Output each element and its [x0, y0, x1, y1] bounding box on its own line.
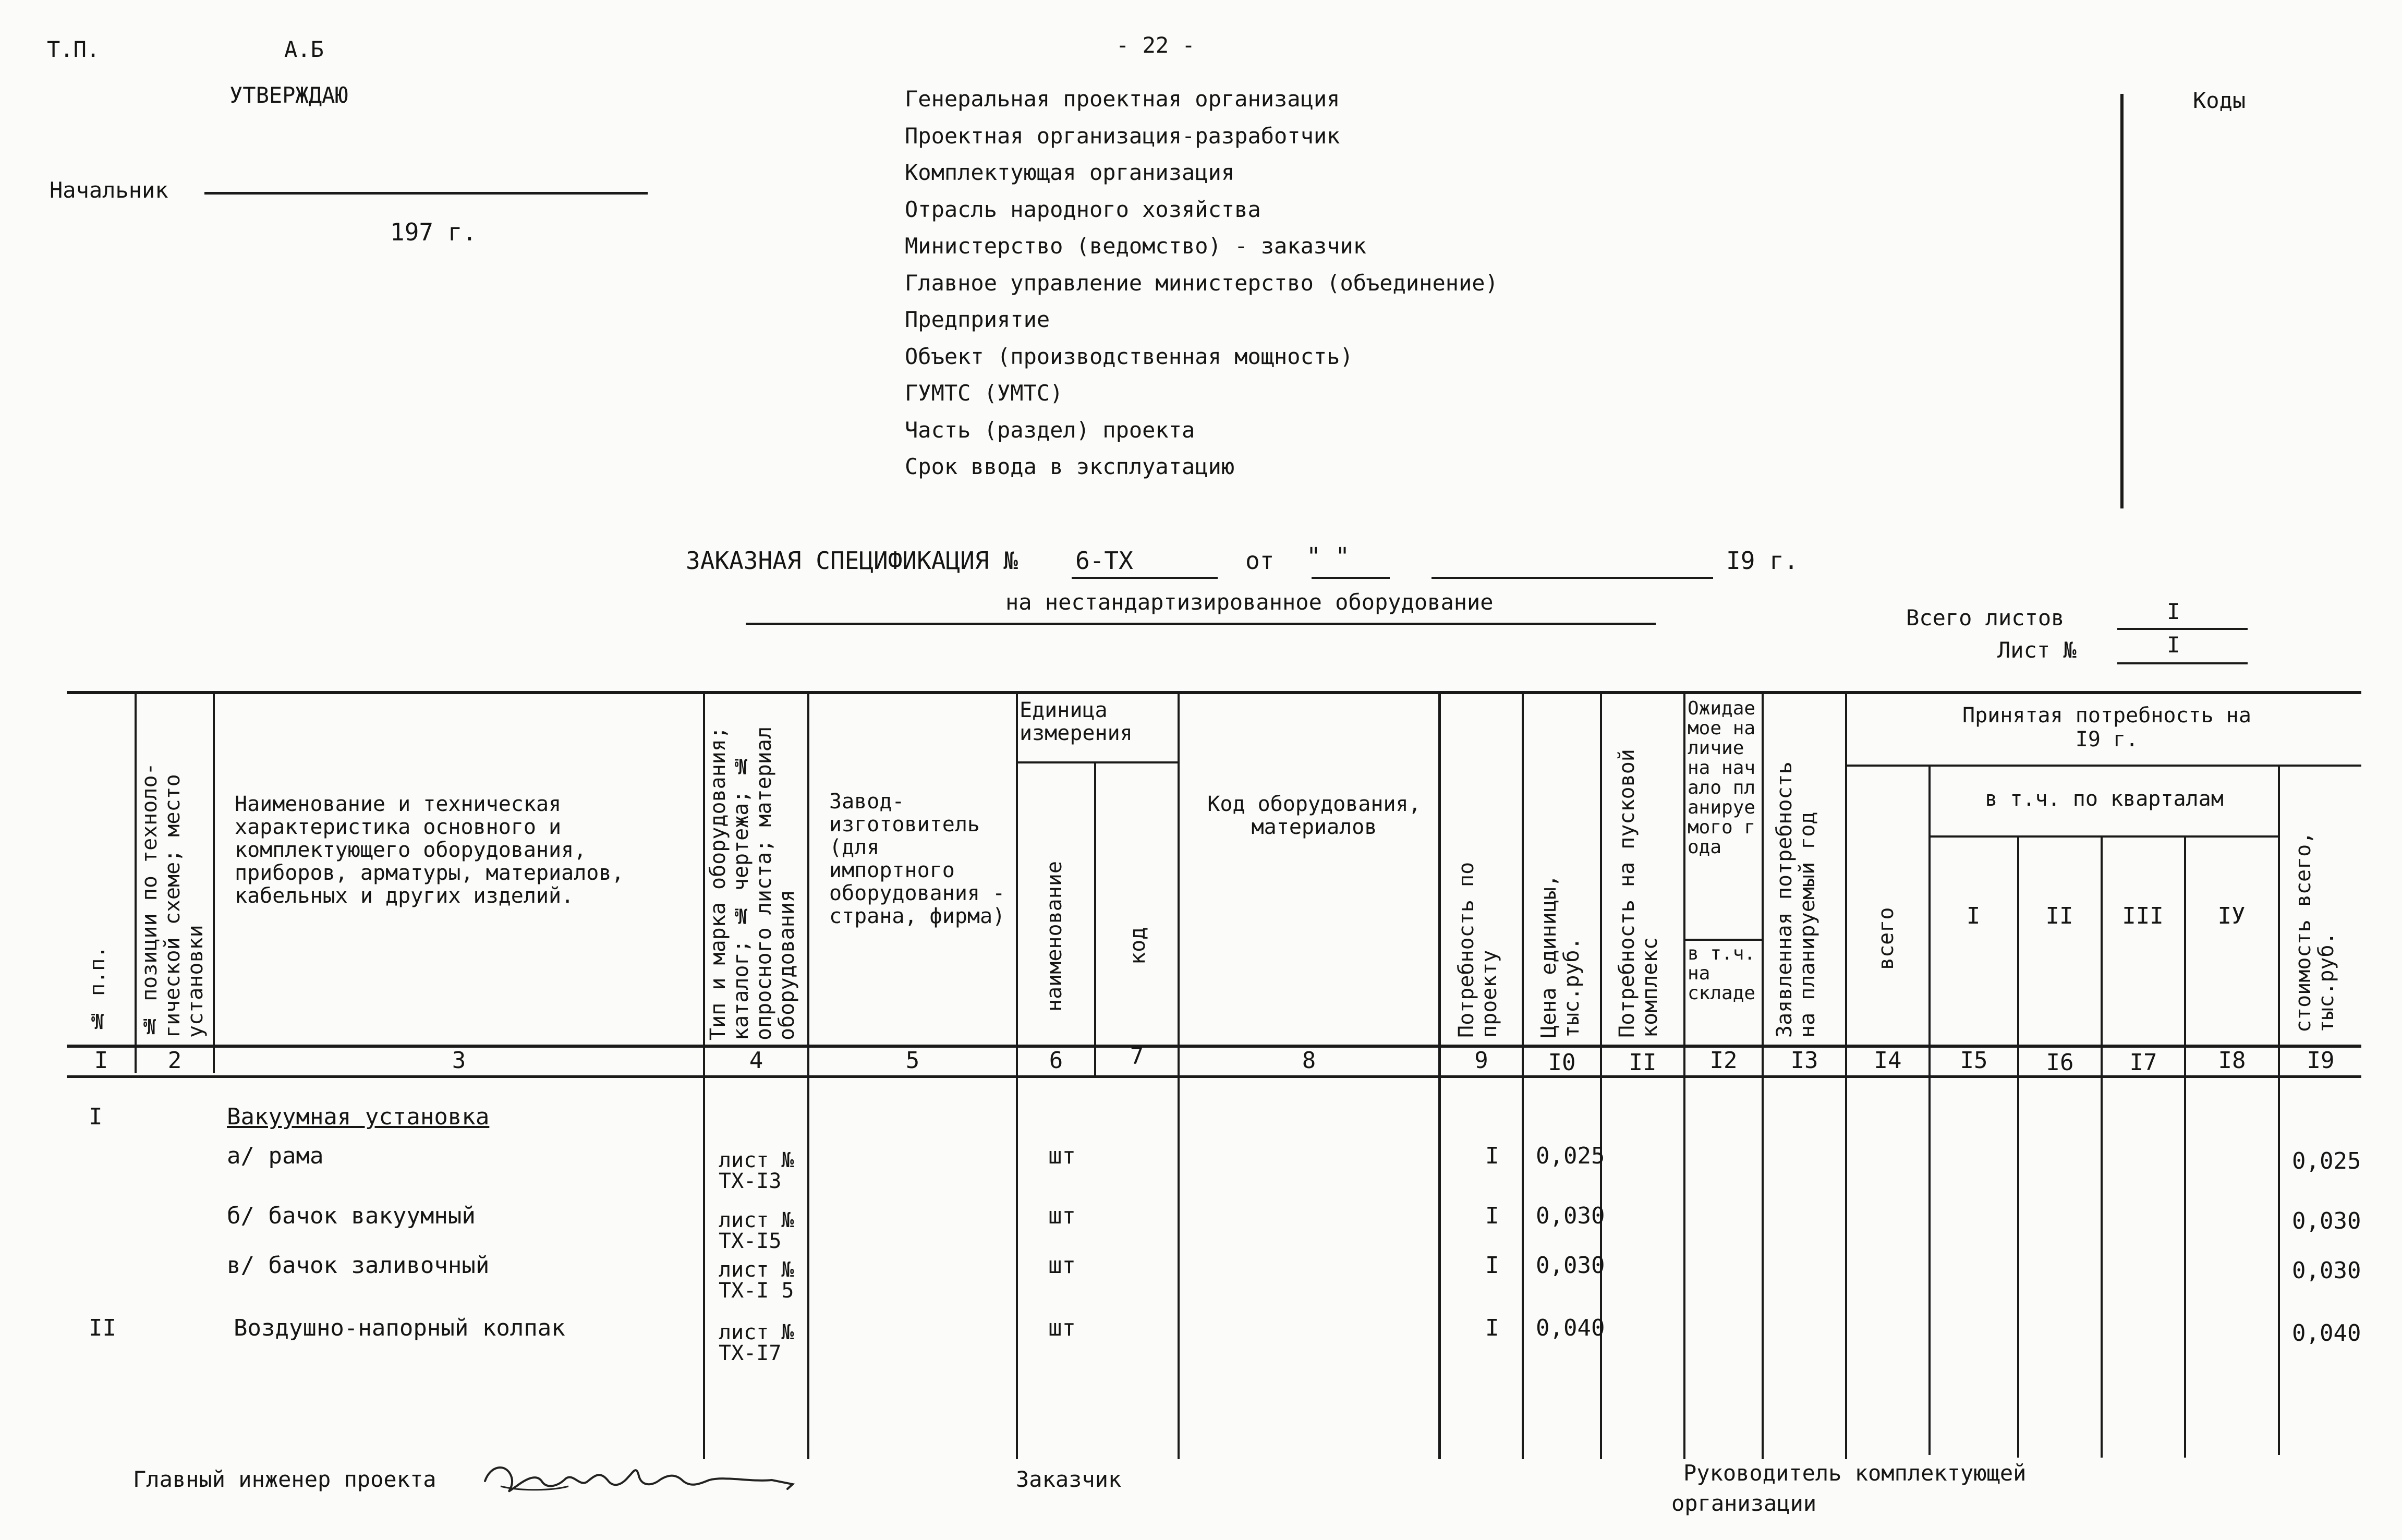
col-header-7: код [1126, 927, 1150, 965]
spec-number-underline [1072, 577, 1218, 579]
column-number: II [1629, 1049, 1657, 1076]
unit-group-header: Единица измерения [1020, 698, 1133, 745]
quarters-group-line [1928, 835, 2278, 838]
codes-divider [2120, 94, 2124, 508]
row-unit-price: 0,040 [1536, 1315, 1605, 1341]
accepted-group-line [1845, 765, 2361, 767]
org-field-label: Комплектующая организация [905, 160, 1235, 185]
corner-code-mid: А.Б [284, 37, 324, 62]
col-header-13: Заявленная потребность на планируемый год [1773, 761, 1819, 1038]
corner-code-left: Т.П. [47, 37, 100, 62]
col-header-3: Наименование и техническая характеристика основного и комплектующего оборудования, приборов, арматуры, материалов, кабельных и других изделий. [235, 792, 624, 908]
row-number: I [89, 1104, 103, 1130]
sheet-value: I [2167, 632, 2180, 658]
col-divider [807, 693, 809, 1459]
col-divider [1928, 767, 1931, 1455]
row-name: в/ бачок заливочный [227, 1252, 490, 1279]
row-total-cost: 0,025 [2292, 1148, 2361, 1174]
row-name: Вакуумная установка [227, 1104, 490, 1130]
chief-label: Начальник [50, 177, 168, 203]
org-field-label: ГУМТС (УМТС) [905, 380, 1063, 406]
accepted-group-header: Принятая потребность на [1962, 704, 2251, 727]
column-number: I [94, 1047, 108, 1074]
col-divider [1438, 693, 1441, 1459]
chief-engineer-signature [480, 1450, 824, 1507]
col-divider [1845, 693, 1847, 1459]
row-document: лист № ТХ-I7 [719, 1320, 794, 1365]
col-header-1: № п.п. [86, 945, 110, 1033]
col-header-2: № позиции по техноло-гической схеме; место установки [138, 762, 208, 1038]
col-header-6: наименование [1042, 861, 1066, 1012]
col-divider [213, 693, 215, 1073]
sheets-total-label: Всего листов [1906, 605, 2065, 630]
row-unit: шт [1048, 1203, 1076, 1229]
column-number: I8 [2218, 1047, 2246, 1074]
col-header-9: Потребность по проекту [1454, 862, 1501, 1038]
col-divider [2101, 837, 2103, 1458]
column-number: 5 [905, 1047, 920, 1074]
row-unit-price: 0,030 [1536, 1203, 1605, 1229]
row-total-cost: 0,030 [2292, 1257, 2361, 1284]
column-number: 3 [452, 1047, 466, 1074]
org-field-label: Предприятие [905, 307, 1050, 332]
row-name: а/ рама [227, 1143, 324, 1169]
column-number: 9 [1474, 1047, 1488, 1074]
chief-engineer-label: Главный инженер проекта [133, 1466, 436, 1492]
spec-day-underline [1312, 577, 1390, 579]
col-divider [1094, 762, 1096, 1075]
col-divider [1016, 693, 1018, 1459]
row-quantity: I [1485, 1315, 1499, 1341]
col-header-4: Тип и марка оборудования; каталог; № чертежа; № опросного листа; материал оборудования [706, 726, 799, 1040]
col-divider [2184, 837, 2186, 1458]
org-field-label: Министерство (ведомство) - заказчик [905, 233, 1367, 259]
col-header-12a: Ожидаемое наличие на начало планируемого года [1688, 698, 1756, 858]
chief-signature-line [204, 192, 648, 195]
col-header-10: Цена единицы, тыс.руб. [1537, 874, 1584, 1038]
column-number: I3 [1790, 1047, 1818, 1074]
sheet-underline [2117, 662, 2248, 664]
unit-group-line [1016, 761, 1179, 763]
row-total-cost: 0,030 [2292, 1208, 2361, 1234]
approved-label: УТВЕРЖДАЮ [229, 82, 348, 108]
spec-from: от [1245, 547, 1275, 575]
column-number: I9 [2307, 1047, 2335, 1074]
quarter-3-header: III [2122, 903, 2164, 929]
row-unit: шт [1048, 1143, 1076, 1169]
row-unit-price: 0,025 [1536, 1143, 1605, 1169]
col-divider [703, 693, 705, 1459]
spec-title: ЗАКАЗНАЯ СПЕЦИФИКАЦИЯ № [686, 547, 1018, 575]
col-header-8: Код оборудования, материалов [1207, 792, 1421, 839]
quarter-2-header: II [2045, 903, 2073, 929]
column-number: I0 [1548, 1049, 1576, 1076]
org-field-label: Генеральная проектная организация [905, 86, 1340, 112]
org-field-label: Часть (раздел) проекта [905, 417, 1195, 443]
row-unit: шт [1048, 1252, 1076, 1279]
col-header-19: стоимость всего, тыс.руб. [2291, 831, 2338, 1033]
org-field-label: Проектная организация-разработчик [905, 123, 1340, 149]
accepted-group-year: I9 г. [2075, 727, 2139, 751]
row-name: б/ бачок вакуумный [227, 1203, 476, 1229]
column-number: I5 [1960, 1047, 1988, 1074]
spec-subtitle: на нестандартизированное оборудование [1005, 589, 1494, 615]
quarters-group-header: в т.ч. по кварталам [1985, 787, 2224, 811]
row-quantity: I [1485, 1252, 1499, 1279]
col-divider [1600, 693, 1602, 1459]
column-number: 6 [1049, 1047, 1063, 1074]
col-header-5: Завод-изготовитель (для импортного оборудования - страна, фирма) [829, 790, 1005, 928]
row-document: лист № ТХ-I 5 [719, 1258, 794, 1303]
col-divider [2017, 837, 2019, 1458]
approval-year: 197 г. [390, 218, 477, 246]
col-divider [2278, 767, 2280, 1455]
spec-year: I9 г. [1726, 547, 1799, 575]
supplier-org-label: организации [1671, 1490, 1817, 1516]
page-number: - 22 - [1116, 32, 1195, 58]
col-header-14: всего [1874, 907, 1898, 970]
supplier-head-label: Руководитель комплектующей [1683, 1460, 2027, 1486]
row-quantity: I [1485, 1143, 1499, 1169]
row-name: Воздушно-напорный колпак [234, 1315, 565, 1341]
row-document: лист № ТХ-I3 [719, 1148, 794, 1193]
spec-month-underline [1432, 577, 1713, 579]
row-quantity: I [1485, 1203, 1499, 1229]
column-number: 7 [1130, 1043, 1144, 1070]
org-field-label: Главное управление министерство (объединение) [905, 270, 1498, 296]
c12-split-line [1684, 939, 1763, 941]
org-field-label: Объект (производственная мощность) [905, 343, 1353, 369]
org-field-label: Отрасль народного хозяйства [905, 196, 1261, 222]
spec-number: 6-ТХ [1075, 547, 1133, 575]
row-number: II [89, 1315, 116, 1341]
sheet-label: Лист № [1997, 637, 2077, 663]
spec-subtitle-underline [746, 623, 1656, 625]
column-number: I7 [2129, 1049, 2157, 1076]
col-header-12b: в т.ч. на складе [1688, 943, 1756, 1004]
sheets-total-underline [2117, 628, 2248, 630]
row-document: лист № ТХ-I5 [719, 1208, 794, 1253]
column-number: 8 [1302, 1047, 1316, 1074]
row-unit-price: 0,030 [1536, 1252, 1605, 1279]
codes-label: Коды [2193, 88, 2246, 113]
column-number: I2 [1709, 1047, 1738, 1074]
column-number: I6 [2046, 1049, 2074, 1076]
row-total-cost: 0,040 [2292, 1320, 2361, 1347]
col-divider [135, 693, 137, 1073]
column-number: 2 [167, 1047, 182, 1074]
customer-label: Заказчик [1016, 1466, 1122, 1492]
quarter-4-header: IУ [2217, 903, 2246, 929]
col-divider [1522, 693, 1524, 1459]
org-field-label: Срок ввода в эксплуатацию [905, 454, 1235, 479]
spec-date-quotes: " " [1306, 542, 1350, 571]
row-unit: шт [1048, 1315, 1076, 1341]
sheets-total-value: I [2167, 599, 2180, 624]
col-divider [1178, 693, 1180, 1459]
col-divider [1683, 693, 1685, 1459]
column-number: 4 [749, 1047, 763, 1074]
col-header-11: Потребность на пусковой комплекс [1615, 749, 1662, 1038]
col-divider [1762, 693, 1764, 1459]
quarter-1-header: I [1966, 903, 1981, 929]
column-number: I4 [1874, 1047, 1902, 1074]
table-top-border [67, 691, 2361, 694]
